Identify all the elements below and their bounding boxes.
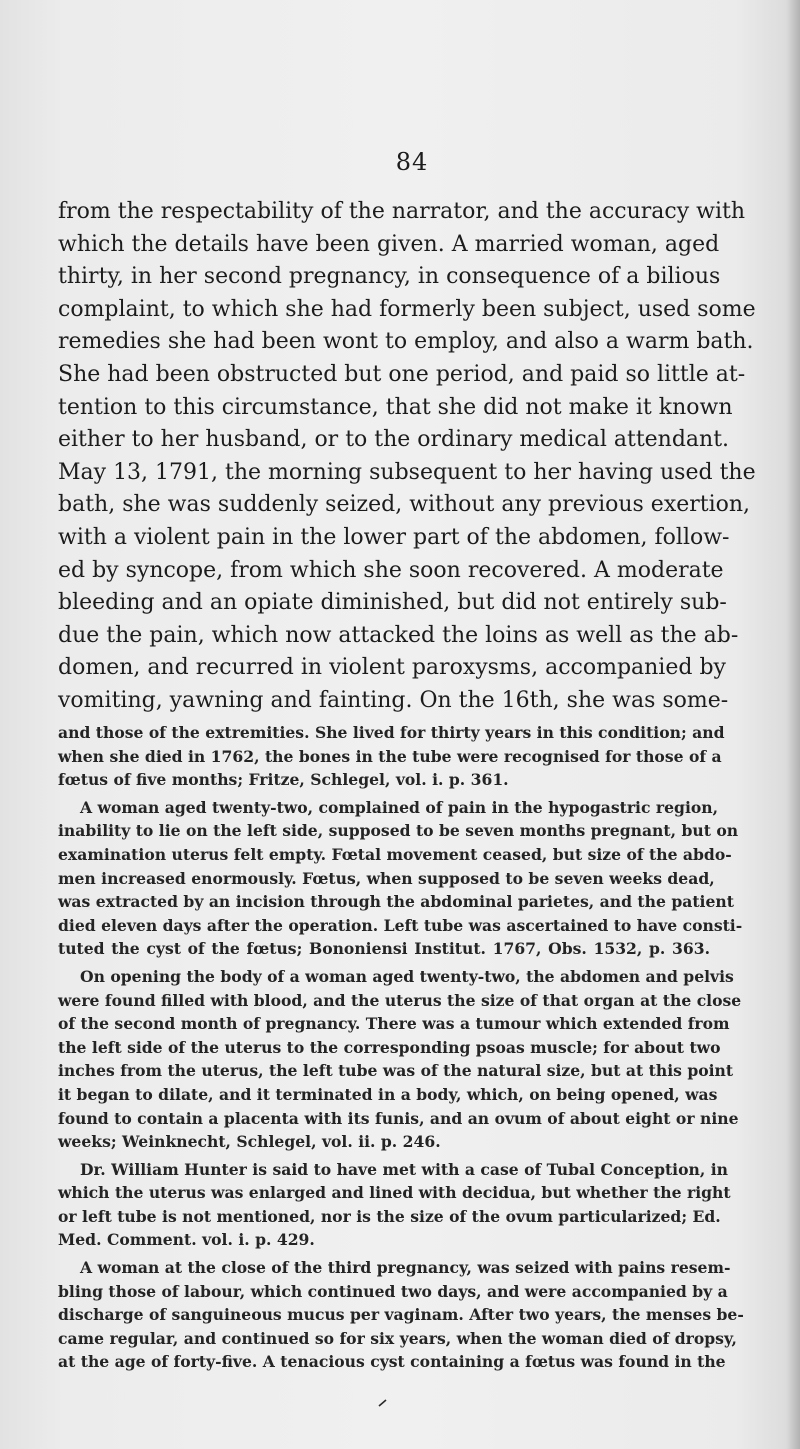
- footnote-line: bling those of labour, which continued two days, and were accompanied by a: [58, 1281, 728, 1301]
- main-text-line: due the pain, which now attacked the loins as well as the ab-: [58, 622, 739, 648]
- footnote-line: discharge of sanguineous mucus per vaginam. After two years, the menses be-: [58, 1305, 744, 1325]
- footnote-line: the left side of the uterus to the corresponding psoas muscle; for about two: [58, 1037, 721, 1057]
- page-edge-shadow: [786, 0, 800, 1449]
- main-text-line: bath, she was suddenly seized, without any previous exertion,: [58, 492, 751, 518]
- main-text-line: tention to this circumstance, that she did not make it known: [58, 394, 733, 420]
- main-text-line: domen, and recurred in violent paroxysms, accompanied by: [58, 655, 726, 681]
- footnote-line: came regular, and continued so for six years, when the woman died of dropsy,: [58, 1328, 737, 1348]
- footnote-line: it began to dilate, and it terminated in a body, which, on being opened, was: [58, 1084, 718, 1104]
- footnote-line: weeks; Weinknecht, Schlegel, vol. ii. p. 246.: [58, 1132, 441, 1152]
- footnote-line: Dr. William Hunter is said to have met with a case of Tubal Conception, in: [80, 1159, 728, 1179]
- footnote-line: A woman aged twenty-two, complained of pain in the hypogastric region,: [80, 797, 719, 817]
- ink-speck-icon: [378, 1399, 388, 1407]
- footnotes: [58, 721, 744, 1378]
- main-text-line: ed by syncope, from which she soon recovered. A moderate: [58, 557, 724, 583]
- footnote-line: of the second month of pregnancy. There was a tumour which extended from: [58, 1014, 730, 1034]
- footnote-line: A woman at the close of the third pregnancy, was seized with pains resem-: [80, 1258, 731, 1278]
- main-text-line: bleeding and an opiate diminished, but did not entirely sub-: [58, 590, 727, 616]
- footnote-line: died eleven days after the operation. Left tube was ascertained to have consti-: [58, 915, 743, 935]
- footnote-paragraph: [58, 1256, 744, 1374]
- footnote-line: found to contain a placenta with its funis, and an ovum of about eight or nine: [58, 1108, 739, 1128]
- footnote-paragraph: [58, 1158, 731, 1252]
- footnote-paragraph: [58, 965, 742, 1154]
- footnote-line: inches from the uterus, the left tube was of the natural size, but at this point: [58, 1061, 734, 1081]
- main-text-line: remedies she had been wont to employ, and also a warm bath.: [58, 329, 754, 355]
- main-text-line: May 13, 1791, the morning subsequent to her having used the: [58, 459, 756, 485]
- footnote-line: tuted the cyst of the fœtus; Bononiensi Institut. 1767, Obs. 1532, p. 363.: [58, 939, 710, 959]
- footnote-line: which the uterus was enlarged and lined with decidua, but whether the right: [58, 1183, 731, 1203]
- ink-mark: [378, 1395, 388, 1401]
- footnote-paragraph: [58, 721, 725, 792]
- footnote-paragraph: [58, 796, 743, 961]
- main-text-line: with a violent pain in the lower part of the abdomen, follow-: [58, 524, 730, 550]
- footnote-line: were found filled with blood, and the uterus the size of that organ at the close: [58, 990, 742, 1010]
- footnote-line: was extracted by an incision through the abdominal parietes, and the patient: [58, 892, 734, 912]
- main-body-text: [58, 196, 756, 718]
- main-text-line: She had been obstructed but one period, and paid so little at-: [58, 361, 746, 387]
- main-text-line: vomiting, yawning and fainting. On the 16th, she was some-: [58, 687, 729, 713]
- main-text-line: either to her husband, or to the ordinary medical attendant.: [58, 427, 730, 453]
- footnote-line: men increased enormously. Fœtus, when supposed to be seven weeks dead,: [58, 868, 715, 888]
- main-text-line: from the respectability of the narrator, and the accuracy with: [58, 199, 746, 224]
- footnote-line: fœtus of five months; Fritze, Schlegel, vol. i. p. 361.: [58, 770, 509, 790]
- footnote-line: at the age of forty-five. A tenacious cyst containing a fœtus was found in the: [58, 1352, 726, 1372]
- footnote-line: examination uterus felt empty. Fœtal movement ceased, but size of the abdo-: [58, 844, 732, 864]
- footnote-line: inability to lie on the left side, supposed to be seven months pregnant, but on: [58, 821, 739, 841]
- footnote-line: or left tube is not mentioned, nor is the size of the ovum particularized; Ed.: [58, 1206, 721, 1226]
- footnote-line: Med. Comment. vol. i. p. 429.: [58, 1230, 315, 1250]
- main-text-line: thirty, in her second pregnancy, in consequence of a bilious: [58, 264, 721, 290]
- footnote-line: and those of the extremities. She lived for thirty years in this condition; and: [58, 723, 725, 742]
- page-number: 84: [395, 148, 429, 176]
- main-text-line: complaint, to which she had formerly been subject, used some: [58, 296, 756, 322]
- footnote-line: when she died in 1762, the bones in the tube were recognised for those of a: [58, 746, 722, 766]
- main-text-line: which the details have been given. A married woman, aged: [58, 231, 720, 257]
- footnote-line: On opening the body of a woman aged twenty-two, the abdomen and pelvis: [80, 966, 734, 986]
